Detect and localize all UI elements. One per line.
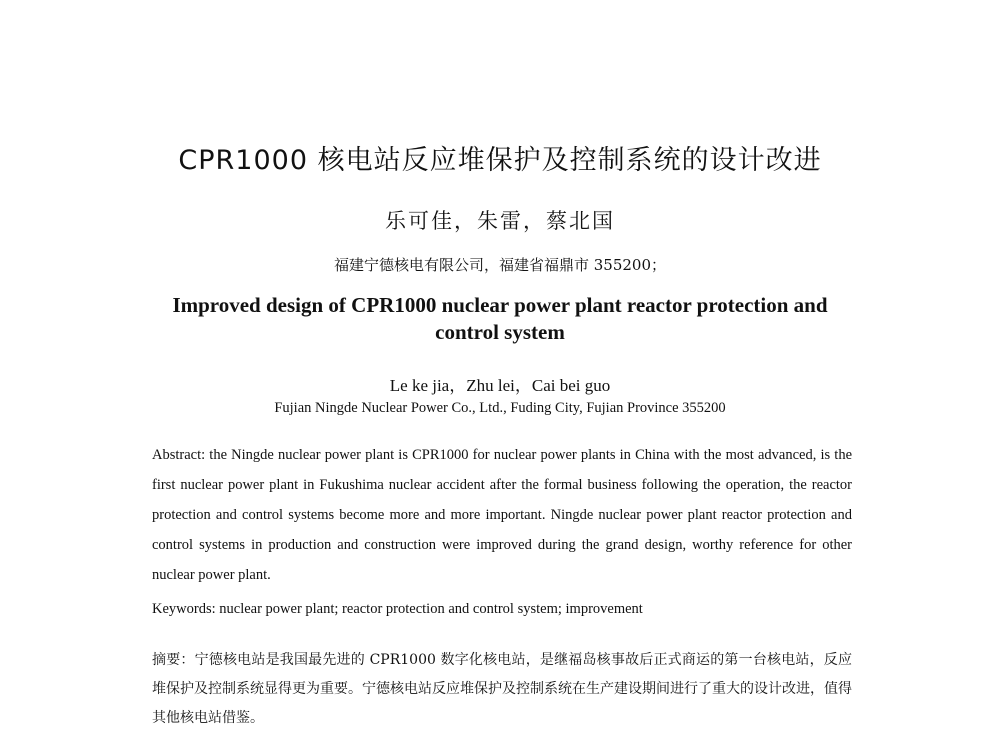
chinese-title: CPR1000 核电站反应堆保护及控制系统的设计改进 [178,145,822,176]
chinese-affiliation: 福建宁德核电有限公司，福建省福鼎市 355200； [333,256,667,274]
chinese-abstract: 摘要：宁德核电站是我国最先进的 CPR1000 数字化核电站，是继福岛核事故后正式商运的第一台核电站，反应堆保护及控制系统显得更为重要。宁德核电站反应堆保护及控制系统在生产建设期间进行了重大的设计改进，值得其他核电站借鉴。 [152,652,852,726]
chinese-authors: 乐可佳，朱雷，蔡北国 [385,209,615,233]
english-abstract: Abstract: the Ningde nuclear power plant is CPR1000 for nuclear power plants in China with the most advanced, is the first nuclear power plant in Fukushima nuclear accident after the formal business following the operation, the reactor protection and control systems become more and more important. Ningde nuclear power plant reactor protection and control systems in production and construction were improved during the grand design, worthy reference for other nuclear power plant. [152,447,852,583]
english-keywords: Keywords: nuclear power plant; reactor protection and control system; improvement [152,601,643,617]
english-title: Improved design of CPR1000 nuclear power plant reactor protection and control system [172,293,828,344]
english-authors: Le ke jia，Zhu lei，Cai bei guo [389,376,611,395]
english-affiliation: Fujian Ningde Nuclear Power Co., Ltd., Fuding City, Fujian Province 355200 [274,400,726,416]
